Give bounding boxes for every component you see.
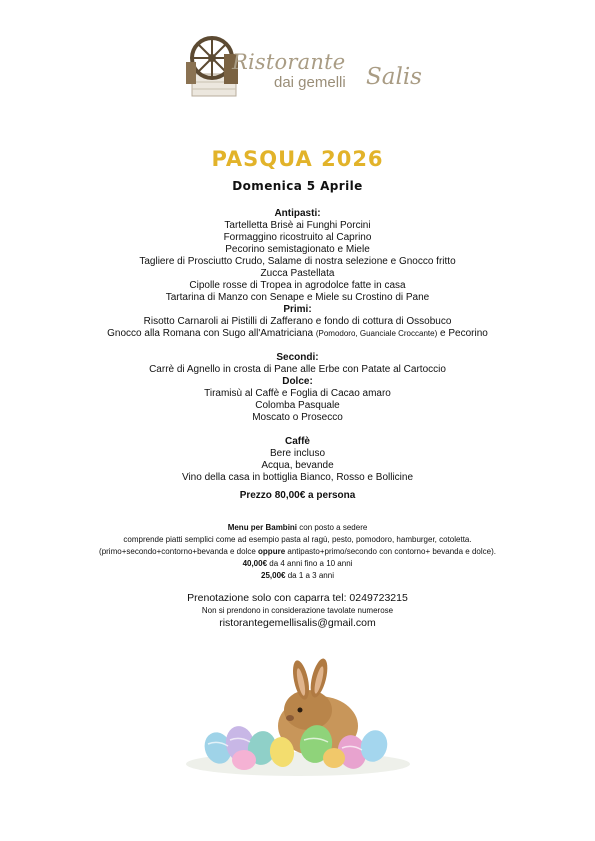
booking-phone: Prenotazione solo con caparra tel: 0249723215 xyxy=(187,592,408,604)
kids-menu-description: comprende piatti semplici come ad esempio pasta al ragù, pesto, pomodoro, hamburger, cotoletta. xyxy=(123,535,472,544)
menu-item: Risotto Carnaroli ai Pistilli di Zafferano e fondo di cottura di Ossobuco xyxy=(143,316,452,327)
booking-email: ristorantegemellisalis@gmail.com xyxy=(219,617,376,629)
kids-price-label: da 4 anni fino a 10 anni xyxy=(267,559,353,568)
section-heading-secondi: Secondi: xyxy=(276,352,319,363)
menu-item: Tartelletta Brisè ai Funghi Porcini xyxy=(224,220,371,231)
easter-bunny-eggs-image xyxy=(178,652,418,782)
event-date: Domenica 5 Aprile xyxy=(232,179,363,193)
kids-price-label: da 1 a 3 anni xyxy=(285,571,334,580)
page-title: PASQUA 2026 xyxy=(211,147,384,171)
kids-menu-heading-rest: con posto a sedere xyxy=(297,523,368,532)
menu-item: Carrè di Agnello in crosta di Pane alle Erbe con Patate al Cartoccio xyxy=(149,364,446,375)
logo-name-ristorante: Ristorante xyxy=(232,50,346,74)
kids-menu xyxy=(0,522,595,582)
kids-price-1-3 xyxy=(0,570,595,582)
menu-item: Cipolle rosse di Tropea in agrodolce fatte in casa xyxy=(189,280,406,291)
menu-item-text: e Pecorino xyxy=(437,328,488,339)
kids-price-4-10 xyxy=(0,558,595,570)
menu-item: Zucca Pastellata xyxy=(260,268,335,279)
section-heading-primi: Primi: xyxy=(283,304,312,315)
menu-item: Acqua, bevande xyxy=(261,460,334,471)
menu-item: Bere incluso xyxy=(269,448,326,459)
kids-menu-title xyxy=(0,522,595,534)
menu-list xyxy=(0,208,595,502)
menu-price: Prezzo 80,00€ a persona xyxy=(239,490,356,501)
menu-item-text: Gnocco alla Romana con Sugo all'Amatriciana xyxy=(107,328,316,339)
booking-note: Non si prendono in considerazione tavolate numerose xyxy=(201,606,394,615)
logo-name-gemelli: dai gemelli xyxy=(274,74,346,91)
kids-price-value: 25,00€ xyxy=(261,571,286,580)
logo-name-salis: Salis xyxy=(366,64,422,90)
kids-price-value: 40,00€ xyxy=(242,559,268,568)
menu-item xyxy=(0,328,595,340)
kids-menu-options-or: oppure xyxy=(258,547,286,556)
section-heading-caffe: Caffè xyxy=(284,436,310,447)
menu-item: Moscato o Prosecco xyxy=(252,412,343,423)
menu-item: Tagliere di Prosciutto Crudo, Salame di nostra selezione e Gnocco fritto xyxy=(139,256,456,267)
kids-menu-options-b: antipasto+primo/secondo con contorno+ bevanda e dolce). xyxy=(285,547,496,556)
booking-info xyxy=(0,592,595,630)
menu-item: Formaggino ricostruito al Caprino xyxy=(223,232,372,243)
restaurant-logo xyxy=(180,30,425,102)
menu-item: Colomba Pasquale xyxy=(255,400,340,411)
section-heading-antipasti: Antipasti: xyxy=(274,208,321,219)
menu-item-note: (Pomodoro, Guanciale Croccante) xyxy=(315,329,438,338)
kids-menu-options-a: (primo+secondo+contorno+bevanda e dolce xyxy=(99,547,259,556)
menu-item: Pecorino semistagionato e Miele xyxy=(225,244,370,255)
kids-menu-heading: Menu per Bambini xyxy=(227,523,298,532)
section-heading-dolce: Dolce: xyxy=(282,376,313,387)
kids-menu-options xyxy=(0,546,595,558)
menu-item: Tiramisù al Caffè e Foglia di Cacao amaro xyxy=(204,388,391,399)
menu-item: Vino della casa in bottiglia Bianco, Rosso e Bollicine xyxy=(181,472,414,483)
menu-item: Tartarina di Manzo con Senape e Miele su Crostino di Pane xyxy=(165,292,430,303)
